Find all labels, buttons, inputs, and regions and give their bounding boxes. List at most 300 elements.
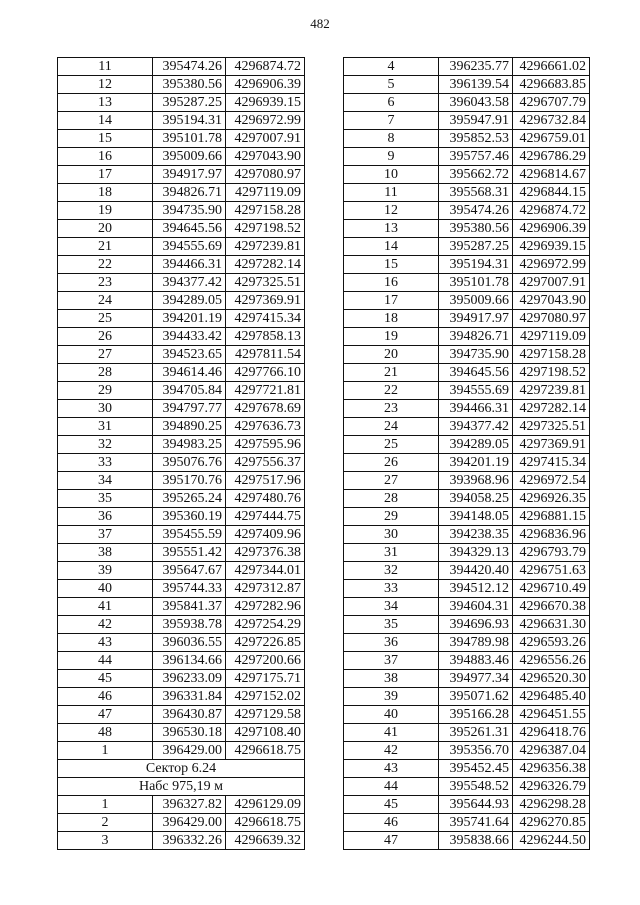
- coordinate-x: 395287.25: [153, 94, 226, 112]
- coordinate-y: 4297043.90: [226, 148, 305, 166]
- coordinate-y: 4297007.91: [513, 274, 590, 292]
- point-number: 8: [344, 130, 439, 148]
- point-number: 15: [58, 130, 153, 148]
- point-number: 29: [58, 382, 153, 400]
- coordinate-y: 4296418.76: [513, 724, 590, 742]
- table-row: [344, 796, 590, 814]
- table-row: [58, 148, 305, 166]
- coordinate-x: 395101.78: [439, 274, 513, 292]
- table-row: [344, 688, 590, 706]
- table-row: [58, 364, 305, 382]
- coordinate-y: 4297444.75: [226, 508, 305, 526]
- coordinate-y: 4296593.26: [513, 634, 590, 652]
- coordinate-y: 4297129.58: [226, 706, 305, 724]
- coordinate-y: 4296939.15: [513, 238, 590, 256]
- point-number: 36: [344, 634, 439, 652]
- table-row: [344, 652, 590, 670]
- coordinate-y: 4297376.38: [226, 544, 305, 562]
- point-number: 38: [344, 670, 439, 688]
- table-row: [344, 76, 590, 94]
- coordinate-x: 394329.13: [439, 544, 513, 562]
- coordinate-x: 395647.67: [153, 562, 226, 580]
- coordinate-x: 393968.96: [439, 472, 513, 490]
- coordinate-x: 395662.72: [439, 166, 513, 184]
- coordinate-x: 394645.56: [439, 364, 513, 382]
- coordinate-y: 4297409.96: [226, 526, 305, 544]
- table-row: [58, 544, 305, 562]
- coordinate-y: 4297080.97: [513, 310, 590, 328]
- table-row: [58, 832, 305, 850]
- point-number: 11: [58, 58, 153, 76]
- point-number: 39: [58, 562, 153, 580]
- point-number: 28: [344, 490, 439, 508]
- coordinate-y: 4297480.76: [226, 490, 305, 508]
- point-number: 45: [58, 670, 153, 688]
- point-number: 30: [344, 526, 439, 544]
- table-row: [344, 544, 590, 562]
- table-row: [58, 274, 305, 292]
- coordinate-y: 4296298.28: [513, 796, 590, 814]
- coordinate-x: 394289.05: [439, 436, 513, 454]
- coordinate-x: 395852.53: [439, 130, 513, 148]
- coordinate-x: 394466.31: [153, 256, 226, 274]
- point-number: 23: [58, 274, 153, 292]
- coordinate-x: 394983.25: [153, 436, 226, 454]
- coordinate-x: 395644.93: [439, 796, 513, 814]
- coordinate-y: 4297415.34: [513, 454, 590, 472]
- table-row: [58, 526, 305, 544]
- coordinate-x: 394377.42: [153, 274, 226, 292]
- point-number: 28: [58, 364, 153, 382]
- coordinate-y: 4296793.79: [513, 544, 590, 562]
- point-number: 22: [344, 382, 439, 400]
- coordinate-y: 4296972.99: [226, 112, 305, 130]
- point-number: 42: [344, 742, 439, 760]
- coordinate-y: 4297282.14: [226, 256, 305, 274]
- coordinate-x: 395474.26: [439, 202, 513, 220]
- table-row: [58, 238, 305, 256]
- sector-row: [58, 778, 305, 796]
- coordinate-y: 4296707.79: [513, 94, 590, 112]
- point-number: 47: [344, 832, 439, 850]
- coordinate-y: 4297282.14: [513, 400, 590, 418]
- coordinate-y: 4296732.84: [513, 112, 590, 130]
- table-row: [58, 130, 305, 148]
- coordinate-x: 395380.56: [439, 220, 513, 238]
- table-row: [58, 58, 305, 76]
- point-number: 27: [344, 472, 439, 490]
- table-row: [58, 166, 305, 184]
- table-row: [58, 346, 305, 364]
- coordinate-y: 4296670.38: [513, 598, 590, 616]
- point-number: 32: [344, 562, 439, 580]
- point-number: 29: [344, 508, 439, 526]
- coordinate-x: 394614.46: [153, 364, 226, 382]
- point-number: 26: [58, 328, 153, 346]
- coordinate-x: 395551.42: [153, 544, 226, 562]
- table-row: [344, 112, 590, 130]
- coordinate-y: 4297415.34: [226, 310, 305, 328]
- coordinate-y: 4297766.10: [226, 364, 305, 382]
- coordinate-y: 4297158.28: [226, 202, 305, 220]
- table-row: [344, 202, 590, 220]
- table-row: [344, 526, 590, 544]
- coordinate-y: 4296270.85: [513, 814, 590, 832]
- coordinate-y: 4296618.75: [226, 814, 305, 832]
- coordinate-x: 396327.82: [153, 796, 226, 814]
- point-number: 47: [58, 706, 153, 724]
- coordinate-x: 395741.64: [439, 814, 513, 832]
- coordinate-y: 4297226.85: [226, 634, 305, 652]
- coordinate-x: 395452.45: [439, 760, 513, 778]
- point-number: 18: [58, 184, 153, 202]
- coordinate-y: 4297239.81: [226, 238, 305, 256]
- coordinate-x: 395947.91: [439, 112, 513, 130]
- coordinate-y: 4296129.09: [226, 796, 305, 814]
- coordinate-y: 4297198.52: [513, 364, 590, 382]
- coordinate-y: 4296639.32: [226, 832, 305, 850]
- coordinate-x: 395170.76: [153, 472, 226, 490]
- point-number: 13: [58, 94, 153, 112]
- point-number: 31: [58, 418, 153, 436]
- sector-row: [58, 760, 305, 778]
- table-row: [58, 472, 305, 490]
- table-row: [344, 364, 590, 382]
- point-number: 19: [58, 202, 153, 220]
- table-row: [58, 328, 305, 346]
- point-number: 19: [344, 328, 439, 346]
- table-row: [344, 670, 590, 688]
- point-number: 40: [344, 706, 439, 724]
- coordinate-y: 4297158.28: [513, 346, 590, 364]
- table-row: [58, 184, 305, 202]
- table-row: [58, 490, 305, 508]
- table-row: [58, 256, 305, 274]
- point-number: 37: [344, 652, 439, 670]
- table-row: [58, 292, 305, 310]
- table-row: [58, 454, 305, 472]
- coordinate-y: 4296661.02: [513, 58, 590, 76]
- point-number: 48: [58, 724, 153, 742]
- table-row: [58, 94, 305, 112]
- point-number: 11: [344, 184, 439, 202]
- point-number: 15: [344, 256, 439, 274]
- coordinate-y: 4296618.75: [226, 742, 305, 760]
- point-number: 31: [344, 544, 439, 562]
- point-number: 25: [344, 436, 439, 454]
- table-row: [58, 220, 305, 238]
- coordinate-y: 4296939.15: [226, 94, 305, 112]
- coordinate-y: 4296836.96: [513, 526, 590, 544]
- coordinates-table-right: [343, 57, 590, 850]
- coordinate-y: 4296874.72: [226, 58, 305, 76]
- coordinate-x: 394377.42: [439, 418, 513, 436]
- point-number: 46: [344, 814, 439, 832]
- table-row: [58, 112, 305, 130]
- point-number: 7: [344, 112, 439, 130]
- coordinate-x: 396235.77: [439, 58, 513, 76]
- coordinate-x: 394201.19: [153, 310, 226, 328]
- coordinate-x: 396332.26: [153, 832, 226, 850]
- coordinate-x: 395194.31: [153, 112, 226, 130]
- coordinate-y: 4297636.73: [226, 418, 305, 436]
- coordinate-y: 4296814.67: [513, 166, 590, 184]
- coordinate-x: 394433.42: [153, 328, 226, 346]
- point-number: 17: [344, 292, 439, 310]
- table-row: [344, 436, 590, 454]
- coordinate-y: 4296520.30: [513, 670, 590, 688]
- point-number: 21: [58, 238, 153, 256]
- table-row: [344, 346, 590, 364]
- coordinate-y: 4297007.91: [226, 130, 305, 148]
- page-number: 482: [310, 16, 330, 31]
- table-row: [58, 706, 305, 724]
- coordinate-y: 4296387.04: [513, 742, 590, 760]
- coordinate-x: 395265.24: [153, 490, 226, 508]
- table-row: [344, 706, 590, 724]
- table-row: [344, 256, 590, 274]
- coordinate-x: 395841.37: [153, 598, 226, 616]
- coordinate-x: 394555.69: [439, 382, 513, 400]
- coordinate-y: 4296972.99: [513, 256, 590, 274]
- coordinate-y: 4296906.39: [226, 76, 305, 94]
- table-row: [344, 724, 590, 742]
- coordinates-table-left: [57, 57, 305, 850]
- coordinate-y: 4297325.51: [513, 418, 590, 436]
- coordinate-y: 4296326.79: [513, 778, 590, 796]
- coordinate-y: 4297369.91: [513, 436, 590, 454]
- coordinate-x: 394826.71: [439, 328, 513, 346]
- coordinate-x: 396331.84: [153, 688, 226, 706]
- point-number: 41: [58, 598, 153, 616]
- point-number: 3: [58, 832, 153, 850]
- coordinate-y: 4296759.01: [513, 130, 590, 148]
- coordinate-y: 4297325.51: [226, 274, 305, 292]
- coordinate-y: 4297043.90: [513, 292, 590, 310]
- table-row: [344, 508, 590, 526]
- point-number: 46: [58, 688, 153, 706]
- coordinate-x: 395474.26: [153, 58, 226, 76]
- point-number: 33: [58, 454, 153, 472]
- table-row: [58, 616, 305, 634]
- table-row: [344, 274, 590, 292]
- point-number: 35: [58, 490, 153, 508]
- table-row: [344, 742, 590, 760]
- coordinate-y: 4296874.72: [513, 202, 590, 220]
- point-number: 12: [58, 76, 153, 94]
- coordinate-x: 396429.00: [153, 814, 226, 832]
- table-row: [58, 652, 305, 670]
- point-number: 20: [58, 220, 153, 238]
- point-number: 22: [58, 256, 153, 274]
- coordinate-x: 394604.31: [439, 598, 513, 616]
- point-number: 34: [58, 472, 153, 490]
- coordinate-x: 394890.25: [153, 418, 226, 436]
- coordinate-x: 394148.05: [439, 508, 513, 526]
- point-number: 32: [58, 436, 153, 454]
- coordinate-x: 396036.55: [153, 634, 226, 652]
- table-row: [58, 670, 305, 688]
- table-row: [58, 742, 305, 760]
- point-number: 25: [58, 310, 153, 328]
- coordinate-x: 395744.33: [153, 580, 226, 598]
- coordinate-y: 4297678.69: [226, 400, 305, 418]
- table-row: [58, 634, 305, 652]
- table-row: [344, 616, 590, 634]
- coordinate-x: 394645.56: [153, 220, 226, 238]
- coordinate-y: 4296356.38: [513, 760, 590, 778]
- point-number: 35: [344, 616, 439, 634]
- table-row: [58, 76, 305, 94]
- coordinate-y: 4297369.91: [226, 292, 305, 310]
- point-number: 6: [344, 94, 439, 112]
- table-row: [344, 778, 590, 796]
- coordinate-x: 394466.31: [439, 400, 513, 418]
- table-row: [344, 580, 590, 598]
- coordinate-y: 4296244.50: [513, 832, 590, 850]
- coordinate-x: 394797.77: [153, 400, 226, 418]
- table-row: [344, 238, 590, 256]
- point-number: 36: [58, 508, 153, 526]
- table-row: [58, 400, 305, 418]
- coordinate-x: 394201.19: [439, 454, 513, 472]
- table-row: [344, 166, 590, 184]
- point-number: 26: [344, 454, 439, 472]
- point-number: 38: [58, 544, 153, 562]
- coordinate-x: 396430.87: [153, 706, 226, 724]
- table-row: [58, 508, 305, 526]
- point-number: 5: [344, 76, 439, 94]
- coordinate-x: 395194.31: [439, 256, 513, 274]
- point-number: 20: [344, 346, 439, 364]
- point-number: 14: [344, 238, 439, 256]
- coordinate-y: 4296906.39: [513, 220, 590, 238]
- coordinate-x: 395076.76: [153, 454, 226, 472]
- table-row: [58, 562, 305, 580]
- coordinate-x: 395009.66: [153, 148, 226, 166]
- point-number: 44: [58, 652, 153, 670]
- point-number: 42: [58, 616, 153, 634]
- coordinate-x: 395166.28: [439, 706, 513, 724]
- table-row: [58, 688, 305, 706]
- point-number: 40: [58, 580, 153, 598]
- coordinate-x: 395261.31: [439, 724, 513, 742]
- coordinate-y: 4296451.55: [513, 706, 590, 724]
- coordinate-y: 4297254.29: [226, 616, 305, 634]
- table-row: [344, 634, 590, 652]
- table-row: [58, 580, 305, 598]
- table-row: [58, 382, 305, 400]
- point-number: 17: [58, 166, 153, 184]
- coordinate-x: 395380.56: [153, 76, 226, 94]
- coordinate-y: 4296751.63: [513, 562, 590, 580]
- coordinate-y: 4296683.85: [513, 76, 590, 94]
- table-row: [344, 562, 590, 580]
- table-row: [344, 598, 590, 616]
- table-row: [344, 382, 590, 400]
- table-row: [58, 418, 305, 436]
- point-number: 43: [58, 634, 153, 652]
- table-row: [344, 184, 590, 202]
- sector-subtitle: Набс 975,19 м: [58, 778, 305, 796]
- coordinate-x: 395287.25: [439, 238, 513, 256]
- coordinate-y: 4297119.09: [513, 328, 590, 346]
- coordinate-y: 4297152.02: [226, 688, 305, 706]
- point-number: 12: [344, 202, 439, 220]
- table-row: [344, 292, 590, 310]
- point-number: 39: [344, 688, 439, 706]
- coordinate-y: 4297108.40: [226, 724, 305, 742]
- table-row: [344, 220, 590, 238]
- coordinate-y: 4297198.52: [226, 220, 305, 238]
- coordinate-x: 394058.25: [439, 490, 513, 508]
- table-row: [344, 310, 590, 328]
- table-row: [58, 814, 305, 832]
- point-number: 16: [58, 148, 153, 166]
- coordinate-y: 4297200.66: [226, 652, 305, 670]
- coordinate-x: 395938.78: [153, 616, 226, 634]
- table-row: [344, 400, 590, 418]
- coordinate-x: 394705.84: [153, 382, 226, 400]
- coordinate-y: 4297175.71: [226, 670, 305, 688]
- point-number: 41: [344, 724, 439, 742]
- point-number: 21: [344, 364, 439, 382]
- table-row: [58, 598, 305, 616]
- coordinate-x: 394289.05: [153, 292, 226, 310]
- coordinate-x: 395568.31: [439, 184, 513, 202]
- table-row: [344, 814, 590, 832]
- coordinate-y: 4297080.97: [226, 166, 305, 184]
- table-row: [344, 454, 590, 472]
- table-row: [344, 148, 590, 166]
- coordinate-x: 395101.78: [153, 130, 226, 148]
- coordinate-y: 4297595.96: [226, 436, 305, 454]
- point-number: 9: [344, 148, 439, 166]
- table-row: [344, 58, 590, 76]
- coordinate-y: 4297312.87: [226, 580, 305, 598]
- coordinate-x: 394735.90: [153, 202, 226, 220]
- point-number: 18: [344, 310, 439, 328]
- point-number: 33: [344, 580, 439, 598]
- point-number: 14: [58, 112, 153, 130]
- coordinate-x: 394238.35: [439, 526, 513, 544]
- point-number: 27: [58, 346, 153, 364]
- coordinate-x: 395838.66: [439, 832, 513, 850]
- coordinate-x: 396043.58: [439, 94, 513, 112]
- coordinate-x: 395757.46: [439, 148, 513, 166]
- coordinate-y: 4296556.26: [513, 652, 590, 670]
- coordinate-y: 4296844.15: [513, 184, 590, 202]
- point-number: 13: [344, 220, 439, 238]
- table-row: [344, 472, 590, 490]
- coordinate-x: 396139.54: [439, 76, 513, 94]
- table-row: [344, 418, 590, 436]
- coordinate-x: 394917.97: [153, 166, 226, 184]
- table-row: [344, 94, 590, 112]
- coordinate-y: 4297344.01: [226, 562, 305, 580]
- coordinate-y: 4296631.30: [513, 616, 590, 634]
- coordinate-y: 4296786.29: [513, 148, 590, 166]
- coordinate-y: 4297517.96: [226, 472, 305, 490]
- coordinate-x: 394917.97: [439, 310, 513, 328]
- table-row: [344, 130, 590, 148]
- coordinate-y: 4296972.54: [513, 472, 590, 490]
- coordinate-x: 394696.93: [439, 616, 513, 634]
- coordinate-y: 4297119.09: [226, 184, 305, 202]
- coordinate-y: 4297721.81: [226, 382, 305, 400]
- coordinate-x: 395455.59: [153, 526, 226, 544]
- coordinate-x: 394512.12: [439, 580, 513, 598]
